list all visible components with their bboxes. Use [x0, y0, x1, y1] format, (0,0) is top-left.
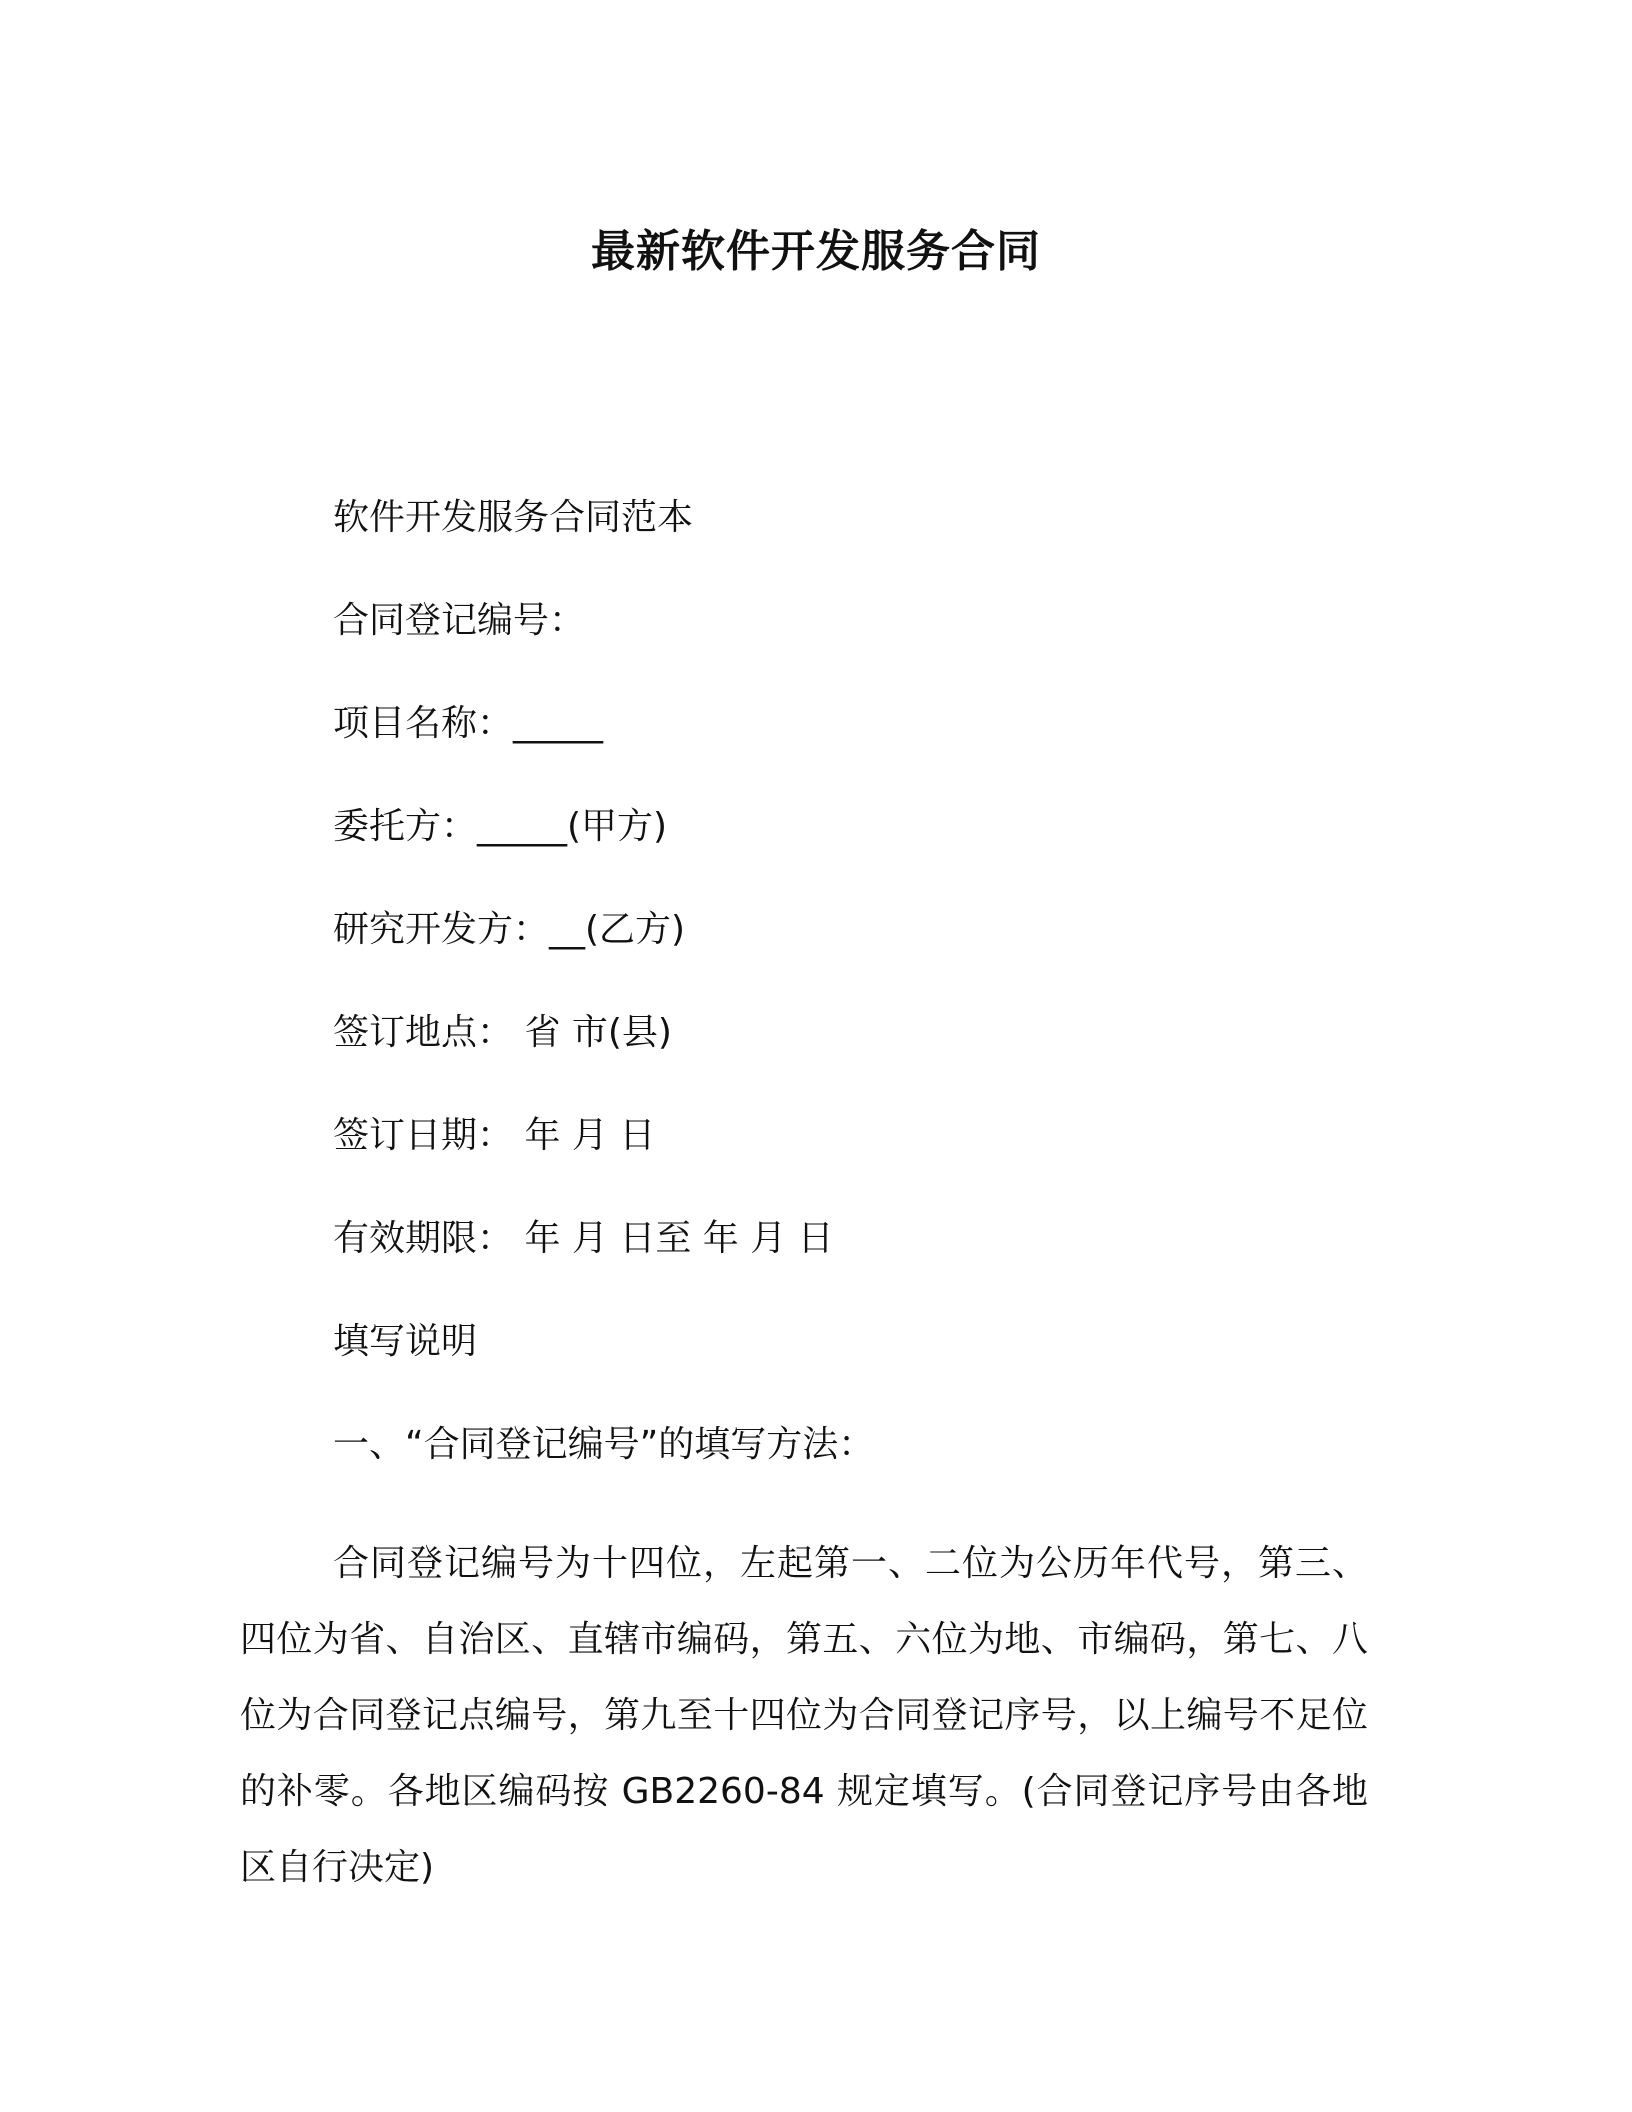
validity-period-field: 有效期限： 年 月 日至 年 月 日 — [333, 1218, 834, 1259]
developer-party-field: 研究开发方：__(乙方) — [333, 909, 686, 950]
document-title: 最新软件开发服务合同 — [591, 226, 1041, 277]
section-one-heading: 一、“合同登记编号”的填写方法： — [333, 1424, 875, 1465]
registration-number-explanation: 合同登记编号为十四位，左起第一、二位为公历年代号，第三、四位为省、自治区、直辖市编码，第五、六位为地、市编码，第七、八位为合同登记点编号，第九至十四位为合同登记序号，以上编号不足位的补零。各地区编码按 GB2260-84 规定填写。(合同登记序号由各地区自行决定) — [240, 1543, 1368, 1888]
client-party-field: 委托方：_____(甲方) — [333, 806, 668, 847]
project-name-field: 项目名称：_____ — [333, 703, 604, 744]
signing-place-field: 签订地点： 省 市(县) — [333, 1012, 672, 1053]
instructions-heading: 填写说明 — [333, 1321, 478, 1362]
registration-number-field: 合同登记编号： — [333, 600, 586, 641]
template-heading: 软件开发服务合同范本 — [333, 497, 694, 538]
signing-date-field: 签订日期： 年 月 日 — [333, 1115, 656, 1156]
